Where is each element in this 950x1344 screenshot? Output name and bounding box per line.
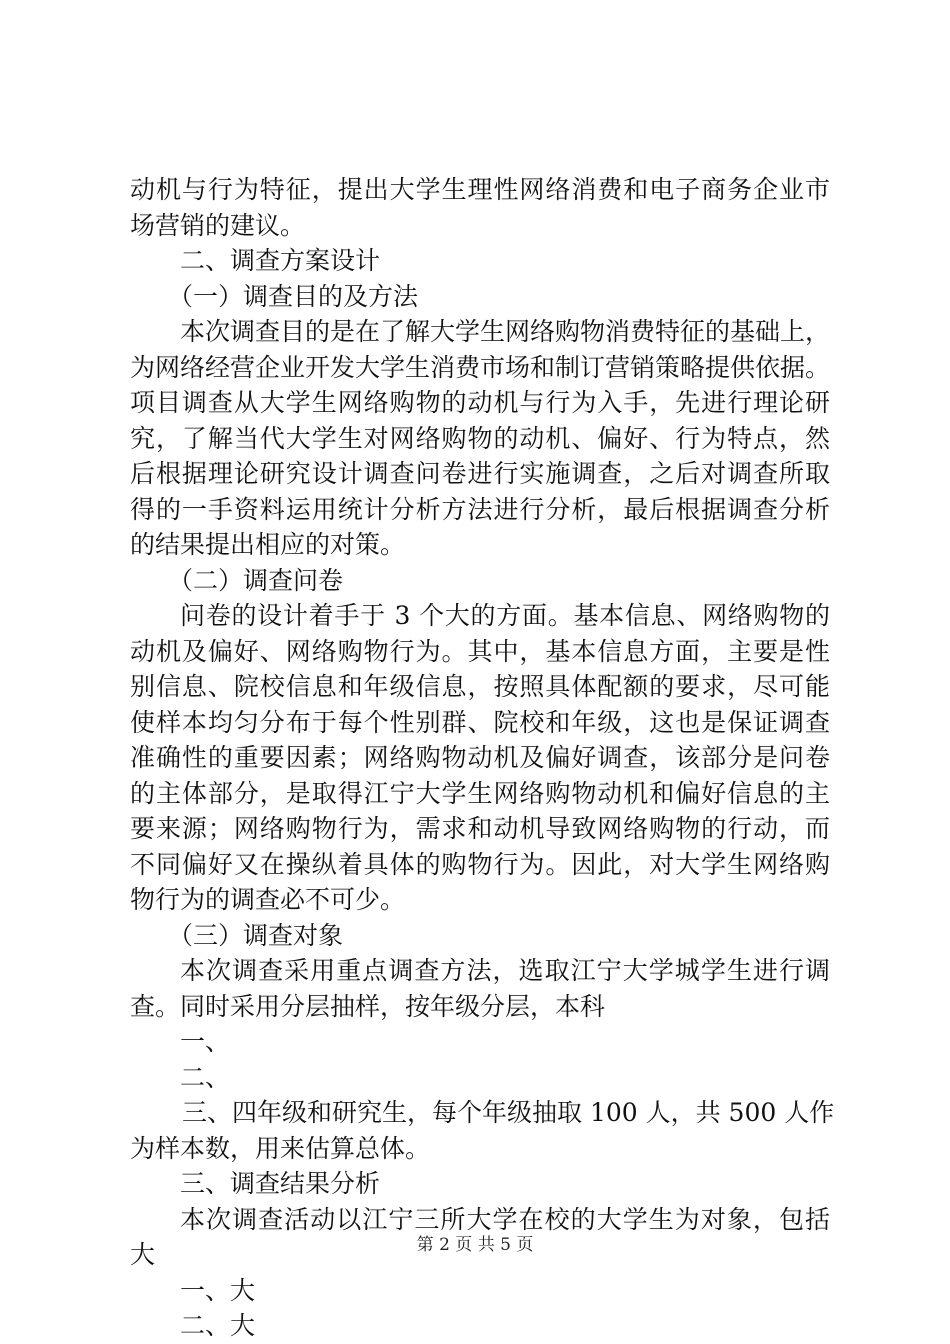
subsection-heading: （二）调查问卷	[168, 565, 344, 595]
text-line: 为样本数，用来估算总体。	[130, 1133, 431, 1163]
text-line: 物行为的调查必不可少。	[130, 885, 406, 914]
subsection-heading: （一）调查目的及方法	[168, 281, 419, 311]
subsection-heading: （三）调查对象	[168, 920, 344, 950]
text-line: 三、四年级和研究生，每个年级抽取 100 人，共 500 人作	[182, 1098, 835, 1127]
text-line: 动机与行为特征，提出大学生理性网络消费和电子商务企业市	[130, 175, 830, 204]
text-line: 为网络经营企业开发大学生消费市场和制订营销策略提供依据。	[130, 352, 831, 382]
text-line: 使样本均匀分布于每个性别群、院校和年级，这也是保证调查	[130, 707, 830, 737]
text-line: 准确性的重要因素；网络购物动机及偏好调查，该部分是问卷	[130, 743, 830, 772]
text-line: 场营销的建议。	[130, 210, 306, 240]
text-line: 项目调查从大学生网络购物的动机与行为入手，先进行理论研	[130, 388, 830, 417]
document-body	[130, 172, 835, 1344]
text-line: 一、大	[180, 1275, 256, 1305]
text-line: 大	[130, 1240, 156, 1269]
text-line: 一、	[180, 1027, 231, 1056]
text-line: 要来源；网络购物行为，需求和动机导致网络购物的行动，而	[130, 814, 830, 843]
text-line: 得的一手资料运用统计分析方法进行分析，最后根据调查分析	[130, 494, 830, 524]
text-line: 的结果提出相应的对策。	[130, 530, 406, 559]
text-line: 本次调查活动以江宁三所大学在校的大学生为对象，包括	[180, 1204, 830, 1234]
text-line: 二、大	[180, 1311, 256, 1340]
text-line: 别信息、院校信息和年级信息，按照具体配额的要求，尽可能	[130, 672, 830, 701]
text-line: 究，了解当代大学生对网络购物的动机、偏好、行为特点，然	[130, 423, 830, 453]
text-line: 的主体部分，是取得江宁大学生网络购物动机和偏好信息的主	[130, 778, 830, 808]
text-line: 查。同时采用分层抽样，按年级分层，本科	[130, 991, 606, 1021]
section-heading: 三、调查结果分析	[180, 1169, 381, 1198]
text-line: 本次调查采用重点调查方法，选取江宁大学城学生进行调	[180, 956, 830, 985]
text-line: 本次调查目的是在了解大学生网络购物消费特征的基础上，	[180, 317, 831, 346]
text-line: 动机及偏好、网络购物行为。其中，基本信息方面，主要是性	[130, 636, 830, 666]
text-line: 不同偏好又在操纵着具体的购物行为。因此，对大学生网络购	[130, 849, 830, 879]
section-heading: 二、调查方案设计	[180, 246, 381, 275]
text-line: 二、	[180, 1062, 231, 1092]
text-line: 后根据理论研究设计调查问卷进行实施调查，之后对调查所取	[130, 459, 830, 488]
text-line: 问卷的设计着手于 3 个大的方面。基本信息、网络购物的	[180, 601, 830, 630]
page-number-footer: 第 2 页 共 5 页	[416, 1235, 534, 1255]
